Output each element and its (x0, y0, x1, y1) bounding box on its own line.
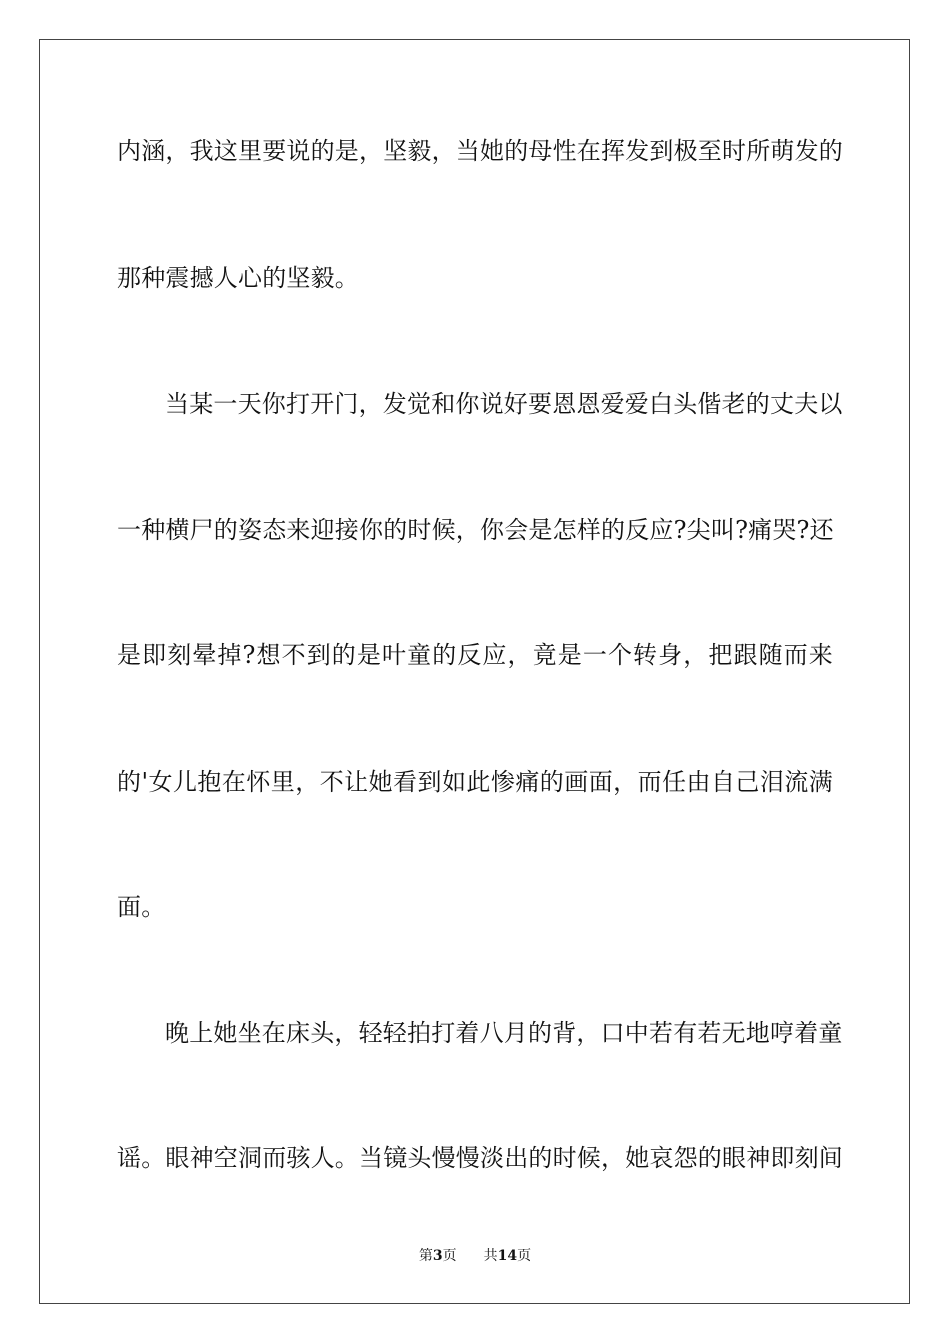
text-line-1: 内涵，我这里要说的是，坚毅，当她的母性在挥发到极至时所萌发的 (117, 137, 843, 165)
page-number: 3 (432, 1248, 443, 1264)
text-line-8: 晚上她坐在床头，轻轻拍打着八月的背，口中若有若无地哼着童 (165, 1019, 843, 1047)
page-footer (0, 1247, 950, 1265)
page-prefix: 第 (418, 1248, 433, 1264)
text-line-5: 是即刻晕掉?想不到的是叶童的反应，竟是一个转身，把跟随而来 (117, 641, 833, 669)
text-line-6: 的'女儿抱在怀里，不让她看到如此惨痛的画面，而任由自己泪流满 (117, 768, 833, 796)
text-line-7: 面。 (117, 893, 166, 921)
total-prefix: 共 (483, 1248, 498, 1264)
page-suffix: 页 (442, 1248, 457, 1264)
text-line-4: 一种横尸的姿态来迎接你的时候，你会是怎样的反应?尖叫?痛哭?还 (117, 516, 834, 544)
text-line-3: 当某一天你打开门，发觉和你说好要恩恩爱爱白头偕老的丈夫以 (165, 390, 843, 418)
total-page-number: 14 (497, 1248, 518, 1264)
total-suffix: 页 (517, 1248, 532, 1264)
total-pages-label (484, 1247, 531, 1265)
page-frame (39, 39, 910, 1304)
text-line-9: 谣。眼神空洞而骇人。当镜头慢慢淡出的时候，她哀怨的眼神即刻间 (117, 1144, 843, 1172)
text-line-2: 那种震撼人心的坚毅。 (117, 264, 359, 292)
page-label (419, 1247, 457, 1265)
